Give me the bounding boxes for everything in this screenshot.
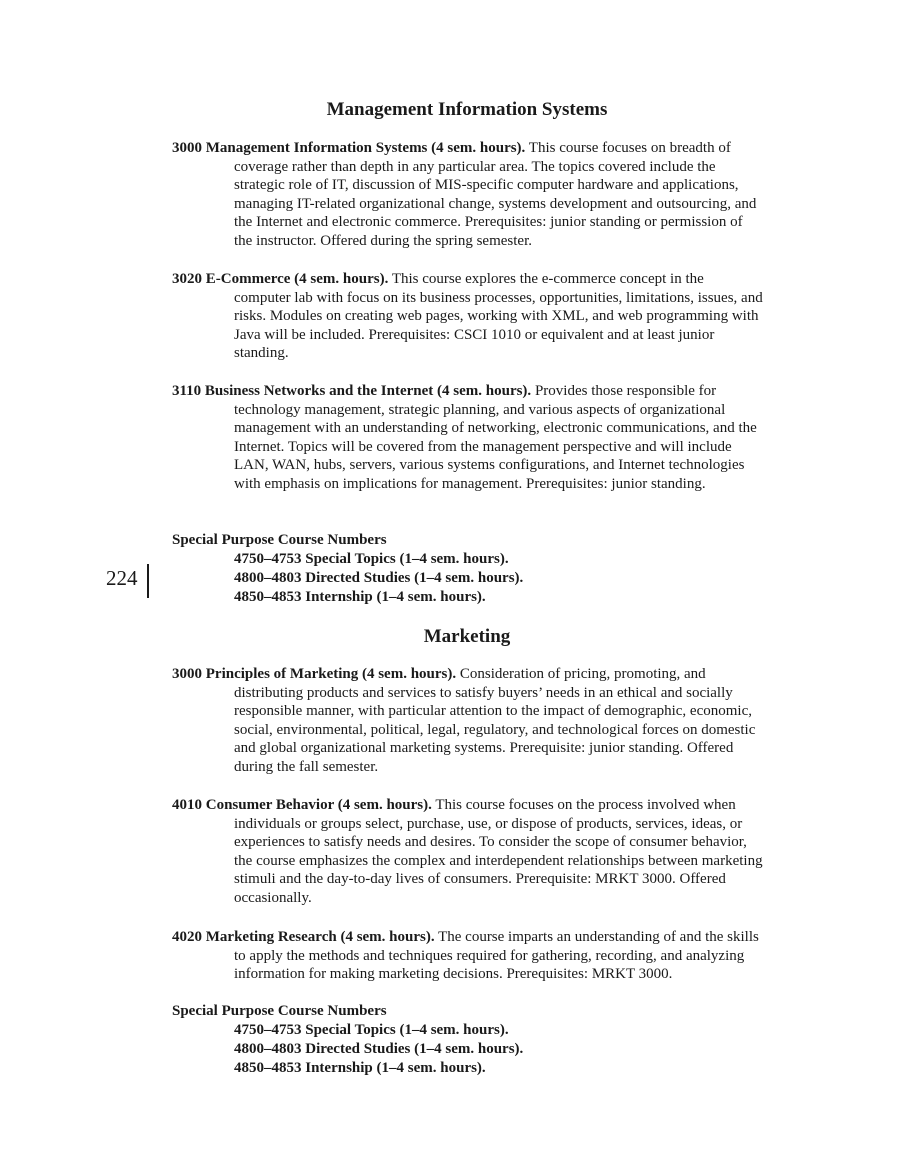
course-heading: 4020 Marketing Research (4 sem. hours). [172,929,435,945]
course-entry-mis-3110 [172,382,764,494]
special-purpose-item: 4850–4853 Internship (1–4 sem. hours). [234,589,486,605]
margin-rule [147,564,149,598]
course-entry-mrkt-4010 [172,796,764,908]
course-description: Consideration of pricing, promoting, and distributing products and services to satisfy buyers’ needs in an ethical and socially responsible manner, with particular attention to the impact of demographic, economic, social, environmental, political, legal, regulatory, and technological forces on domestic and global organizational marketing systems. Prerequisite: junior standing. Offered during the fall semester. [234,666,756,775]
special-purpose-block-mis [172,531,764,607]
course-description: This course explores the e-commerce concept in the computer lab with focus on its business processes, opportunities, limitations, issues, and risks. Modules on creating web pages, working with XML, and web programming with Java will be included. Prerequisites: CSCI 1010 or equivalent and at least junior standing. [234,271,763,362]
page-number: 224 [106,566,138,590]
section-title-mis: Management Information Systems [326,99,608,120]
course-heading: 3000 Principles of Marketing (4 sem. hours). [172,666,457,682]
special-purpose-heading: Special Purpose Course Numbers [172,532,387,548]
course-entry-mis-3000 [172,139,764,251]
course-heading: 3000 Management Information Systems (4 sem. hours). [172,140,526,156]
course-description: The course imparts an understanding of and the skills to apply the methods and techniques required for gathering, recording, and analyzing information for making marketing decisions. Prerequisites: MRKT 3000. [234,929,759,983]
special-purpose-item: 4750–4753 Special Topics (1–4 sem. hours). [234,1022,509,1038]
special-purpose-block-marketing [172,1002,764,1078]
special-purpose-item: 4800–4803 Directed Studies (1–4 sem. hours). [234,570,524,586]
course-description: This course focuses on breadth of coverage rather than depth in any particular area. The topics covered include the strategic role of IT, discussion of MIS-specific computer hardware and applications, managing IT-related organizational change, systems development and outsourcing, and the Internet and electronic commerce. Prerequisites: junior standing or permission of the instructor. Offered during the spring semester. [234,140,757,249]
special-purpose-item: 4800–4803 Directed Studies (1–4 sem. hours). [234,1041,524,1057]
special-purpose-item: 4850–4853 Internship (1–4 sem. hours). [234,1060,486,1076]
course-description: This course focuses on the process involved when individuals or groups select, purchase, use, or dispose of products, services, ideas, or experiences to satisfy needs and desires. To consider the scope of consumer behavior, the course emphasizes the complex and interdependent relationships between marketing stimuli and the day-to-day lives of consumers. Prerequisite: MRKT 3000. Offered occasionally. [234,797,763,906]
course-description: Provides those responsible for technology management, strategic planning, and various aspects of organizational management with an understanding of networking, electronic communications, and the Internet. Topics will be covered from the management perspective and will include LAN, WAN, hubs, servers, various systems configurations, and Internet technologies with emphasis on implications for management. Prerequisites: junior standing. [234,383,757,492]
course-heading: 3110 Business Networks and the Internet (4 sem. hours). [172,383,532,399]
course-heading: 4010 Consumer Behavior (4 sem. hours). [172,797,432,813]
course-entry-mrkt-3000 [172,665,764,777]
course-heading: 3020 E-Commerce (4 sem. hours). [172,271,389,287]
special-purpose-heading: Special Purpose Course Numbers [172,1003,387,1019]
section-title-marketing: Marketing [423,626,511,647]
course-entry-mrkt-4020 [172,928,764,984]
special-purpose-item: 4750–4753 Special Topics (1–4 sem. hours). [234,551,509,567]
course-entry-mis-3020 [172,270,764,363]
